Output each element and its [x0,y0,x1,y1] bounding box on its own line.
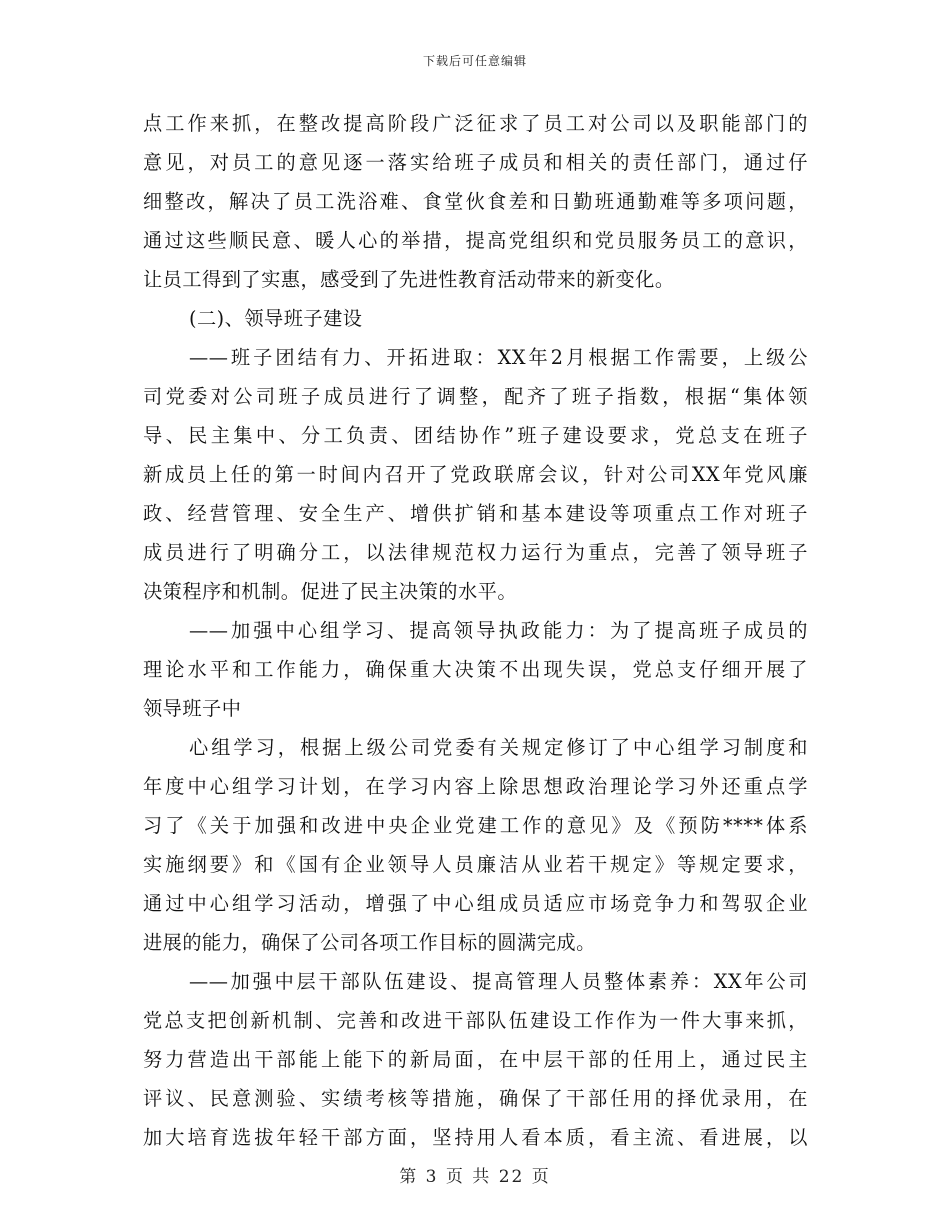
text-line: 点工作来抓，在整改提高阶段广泛征求了员工对公司以及职能部门的 [143,112,808,135]
text-line: 习了《关于加强和改进中央企业党建工作的意见》及《预防****体系 [143,814,808,837]
text-line: 政、经营管理、安全生产、增供扩销和基本建设等项重点工作对班子 [143,502,808,525]
text-line: 理论水平和工作能力，确保重大决策不出现失误，党总支仔细开展了 [143,658,808,681]
text-line: 通过这些顺民意、暖人心的举措，提高党组织和党员服务员工的意识， [143,229,808,252]
page-number-footer: 第 3 页 共 22 页 [399,1167,551,1187]
text-line: 党总支把创新机制、完善和改进干部队伍建设工作作为一件大事来抓， [143,1009,808,1032]
text-line: 实施纲要》和《国有企业领导人员廉洁从业若干规定》等规定要求， [143,853,808,876]
text-line: 新成员上任的第一时间内召开了党政联席会议，针对公司XX年党风廉 [143,463,808,486]
text-line: 加大培育选拔年轻干部方面，坚持用人看本质，看主流、看进展，以 [143,1126,808,1149]
text-line: 努力营造出干部能上能下的新局面，在中层干部的任用上，通过民主 [143,1048,808,1071]
text-line: 司党委对公司班子成员进行了调整，配齐了班子指数，根据“集体领 [143,385,808,408]
text-line: 细整改，解决了员工洗浴难、食堂伙食差和日勤班通勤难等多项问题， [143,190,808,213]
text-line: 意见，对员工的意见逐一落实给班子成员和相关的责任部门，通过仔 [143,151,808,174]
page-header-note: 下载后可任意编辑 [422,54,527,68]
text-line: 评议、民意测验、实绩考核等措施，确保了干部任用的择优录用，在 [143,1087,808,1110]
paragraph-first-line: 心组学习，根据上级公司党委有关规定修订了中心组学习制度和 [189,736,808,759]
document-body [143,104,808,1157]
paragraph-first-line: ——加强中层干部队伍建设、提高管理人员整体素养：XX年公司 [189,970,808,993]
text-line: 决策程序和机制。促进了民主决策的水平。 [143,580,518,603]
section-heading: (二)、领导班子建设 [189,307,363,330]
text-line: 让员工得到了实惠，感受到了先进性教育活动带来的新变化。 [143,268,675,291]
paragraph-first-line: ——班子团结有力、开拓进取：XX年2月根据工作需要，上级公 [189,346,808,369]
text-line: 领导班子中 [143,697,242,720]
text-line: 导、民主集中、分工负责、团结协作”班子建设要求，党总支在班子 [143,424,808,447]
text-line: 通过中心组学习活动，增强了中心组成员适应市场竞争力和驾驭企业 [143,892,808,915]
text-line: 年度中心组学习计划，在学习内容上除思想政治理论学习外还重点学 [143,775,808,798]
paragraph-first-line: ——加强中心组学习、提高领导执政能力：为了提高班子成员的 [189,619,808,642]
text-line: 进展的能力，确保了公司各项工作目标的圆满完成。 [143,931,596,954]
text-line: 成员进行了明确分工，以法律规范权力运行为重点，完善了领导班子 [143,541,808,564]
